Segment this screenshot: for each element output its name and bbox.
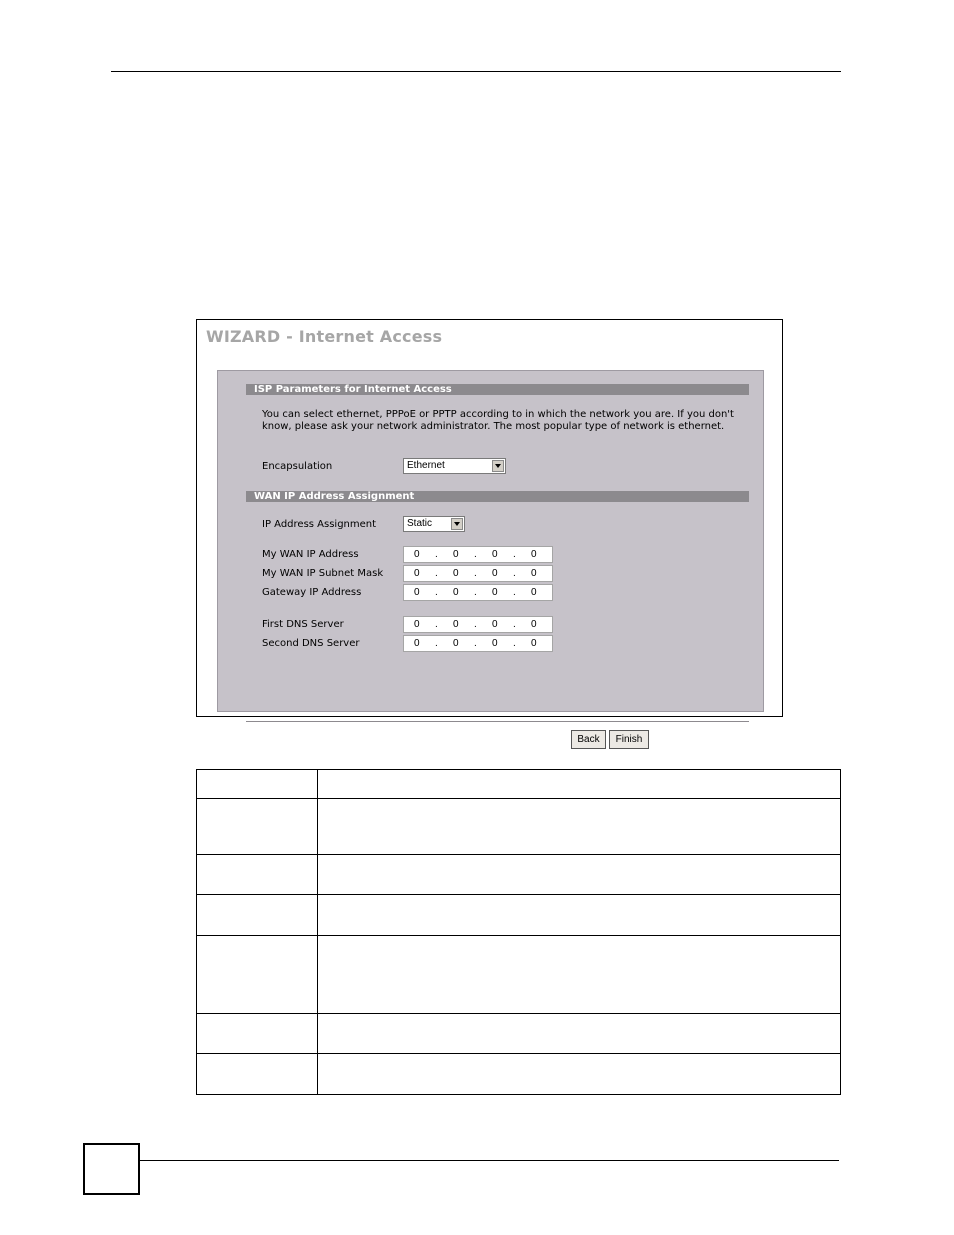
octet-1[interactable]: 0 — [414, 549, 420, 560]
subnet-mask-label: My WAN IP Subnet Mask — [262, 568, 384, 579]
ip-dot: . — [474, 587, 477, 598]
ip-assignment-select[interactable] — [403, 516, 465, 532]
header-rule — [111, 71, 841, 72]
encapsulation-label: Encapsulation — [262, 461, 333, 472]
octet-1[interactable]: 0 — [414, 568, 420, 579]
octet-3[interactable]: 0 — [492, 587, 498, 598]
octet-2[interactable]: 0 — [453, 587, 459, 598]
wizard-title: WIZARD - Internet Access — [206, 327, 443, 346]
octet-2[interactable]: 0 — [453, 568, 459, 579]
table-cell — [318, 799, 841, 855]
table-cell — [197, 1054, 318, 1095]
ip-dot: . — [435, 638, 438, 649]
table-cell — [197, 895, 318, 936]
isp-description: You can select ethernet, PPPoE or PPTP according to in which the network you are. If you don't know, please ask your network administrator. The most popular type of network is ethernet. — [262, 409, 734, 432]
table-row — [197, 1014, 841, 1054]
field-description-table — [196, 769, 841, 1095]
table-cell — [197, 1014, 318, 1054]
table-row — [197, 936, 841, 1014]
ip-dot: . — [513, 568, 516, 579]
ip-dot: . — [474, 619, 477, 630]
table-cell — [318, 895, 841, 936]
table-header-cell — [197, 770, 318, 799]
wizard-screenshot — [196, 319, 783, 745]
ip-dot: . — [435, 587, 438, 598]
ip-dot: . — [474, 638, 477, 649]
octet-1[interactable]: 0 — [414, 619, 420, 630]
second-dns-label: Second DNS Server — [262, 638, 360, 649]
ip-assignment-value: Static — [407, 518, 433, 529]
table-cell — [318, 936, 841, 1014]
wizard-panel — [217, 370, 764, 745]
octet-4[interactable]: 0 — [531, 549, 537, 560]
table-cell — [197, 855, 318, 895]
table-header-cell — [318, 770, 841, 799]
octet-3[interactable]: 0 — [492, 549, 498, 560]
table-row — [197, 855, 841, 895]
ip-dot: . — [474, 549, 477, 560]
ip-dot: . — [435, 619, 438, 630]
table-cell — [197, 799, 318, 855]
wan-ip-input[interactable] — [403, 546, 553, 563]
octet-4[interactable]: 0 — [531, 587, 537, 598]
table-row — [197, 895, 841, 936]
footer-rule — [140, 1160, 839, 1161]
octet-1[interactable]: 0 — [414, 638, 420, 649]
finish-button[interactable]: Finish — [609, 730, 649, 749]
table-row — [197, 799, 841, 855]
chevron-down-icon[interactable] — [451, 518, 463, 530]
panel-divider — [246, 721, 749, 722]
encapsulation-value: Ethernet — [407, 460, 445, 471]
octet-3[interactable]: 0 — [492, 568, 498, 579]
ip-dot: . — [474, 568, 477, 579]
gateway-input[interactable] — [403, 584, 553, 601]
gateway-label: Gateway IP Address — [262, 587, 362, 598]
second-dns-input[interactable] — [403, 635, 553, 652]
ip-dot: . — [513, 619, 516, 630]
octet-2[interactable]: 0 — [453, 549, 459, 560]
octet-3[interactable]: 0 — [492, 619, 498, 630]
wan-ip-label: My WAN IP Address — [262, 549, 359, 560]
octet-2[interactable]: 0 — [453, 619, 459, 630]
table-cell — [318, 855, 841, 895]
table-cell — [318, 1014, 841, 1054]
ip-dot: . — [513, 587, 516, 598]
octet-3[interactable]: 0 — [492, 638, 498, 649]
table-cell — [197, 936, 318, 1014]
ip-dot: . — [435, 568, 438, 579]
table-row — [197, 1054, 841, 1095]
table-header-row — [197, 770, 841, 799]
first-dns-label: First DNS Server — [262, 619, 344, 630]
ip-dot: . — [513, 549, 516, 560]
encapsulation-select[interactable] — [403, 458, 506, 474]
page-number-box — [83, 1143, 140, 1195]
table-cell — [318, 1054, 841, 1095]
octet-4[interactable]: 0 — [531, 619, 537, 630]
back-button[interactable]: Back — [571, 730, 606, 749]
first-dns-input[interactable] — [403, 616, 553, 633]
ip-dot: . — [513, 638, 516, 649]
wan-section-heading: WAN IP Address Assignment — [246, 491, 749, 502]
ip-assignment-label: IP Address Assignment — [262, 519, 377, 530]
octet-4[interactable]: 0 — [531, 568, 537, 579]
chevron-down-icon[interactable] — [492, 460, 504, 472]
subnet-mask-input[interactable] — [403, 565, 553, 582]
isp-section-heading: ISP Parameters for Internet Access — [246, 384, 749, 395]
ip-dot: . — [435, 549, 438, 560]
octet-1[interactable]: 0 — [414, 587, 420, 598]
octet-4[interactable]: 0 — [531, 638, 537, 649]
octet-2[interactable]: 0 — [453, 638, 459, 649]
